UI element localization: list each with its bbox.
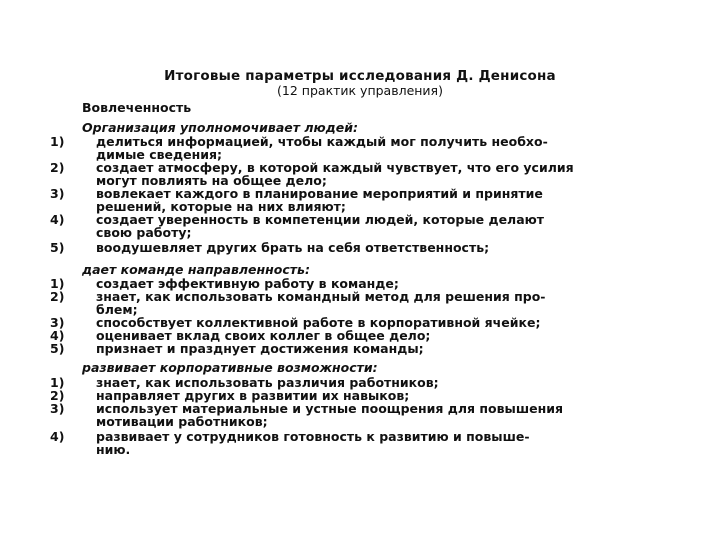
item-line: создает эффективную работу в команде;	[96, 276, 399, 291]
item-line: признает и празднует достижения команды;	[96, 341, 424, 356]
document-subtitle: (12 практик управления)	[277, 83, 443, 98]
item-line: способствует коллективной работе в корпоративной ячейке;	[96, 315, 541, 330]
item-line: димые сведения;	[96, 147, 222, 162]
item-number: 3)	[50, 315, 65, 330]
item-number: 3)	[50, 186, 65, 201]
item-line: знает, как использовать различия работников;	[96, 375, 439, 390]
item-line: решений, которые на них влияют;	[96, 199, 346, 214]
subsection-title: развивает корпоративные возможности:	[82, 360, 378, 375]
subsection-title: дает команде направленность:	[82, 262, 310, 277]
item-line: создает атмосферу, в которой каждый чувствует, что его усилия	[96, 160, 574, 175]
item-line: развивает у сотрудников готовность к развитию и повыше-	[96, 429, 530, 444]
item-number: 5)	[50, 240, 65, 255]
subsection-title: Организация уполномочивает людей:	[82, 120, 358, 135]
item-number: 2)	[50, 388, 65, 403]
item-number: 1)	[50, 276, 65, 291]
item-number: 1)	[50, 134, 65, 149]
item-line: делиться информацией, чтобы каждый мог получить необхо-	[96, 134, 548, 149]
item-number: 2)	[50, 160, 65, 175]
item-number: 1)	[50, 375, 65, 390]
item-number: 4)	[50, 212, 65, 227]
item-number: 3)	[50, 401, 65, 416]
item-line: мотивации работников;	[96, 414, 268, 429]
item-line: оценивает вклад своих коллег в общее дело;	[96, 328, 431, 343]
item-number: 2)	[50, 289, 65, 304]
item-line: использует материальные и устные поощрения для повышения	[96, 401, 564, 416]
document-title: Итоговые параметры исследования Д. Денисона	[164, 68, 556, 84]
item-line: могут повлиять на общее дело;	[96, 173, 327, 188]
item-number: 5)	[50, 341, 65, 356]
item-line: направляет других в развитии их навыков;	[96, 388, 410, 403]
item-line: создает уверенность в компетенции людей, которые делают	[96, 212, 545, 227]
item-line: воодушевляет других брать на себя ответственность;	[96, 240, 490, 255]
item-line: свою работу;	[96, 225, 192, 240]
item-number: 4)	[50, 328, 65, 343]
item-line: нию.	[96, 442, 131, 457]
item-number: 4)	[50, 429, 65, 444]
item-line: вовлекает каждого в планирование мероприятий и принятие	[96, 186, 543, 201]
item-line: блем;	[96, 302, 138, 317]
item-line: знает, как использовать командный метод для решения про-	[96, 289, 546, 304]
section-heading: Вовлеченность	[82, 100, 192, 115]
